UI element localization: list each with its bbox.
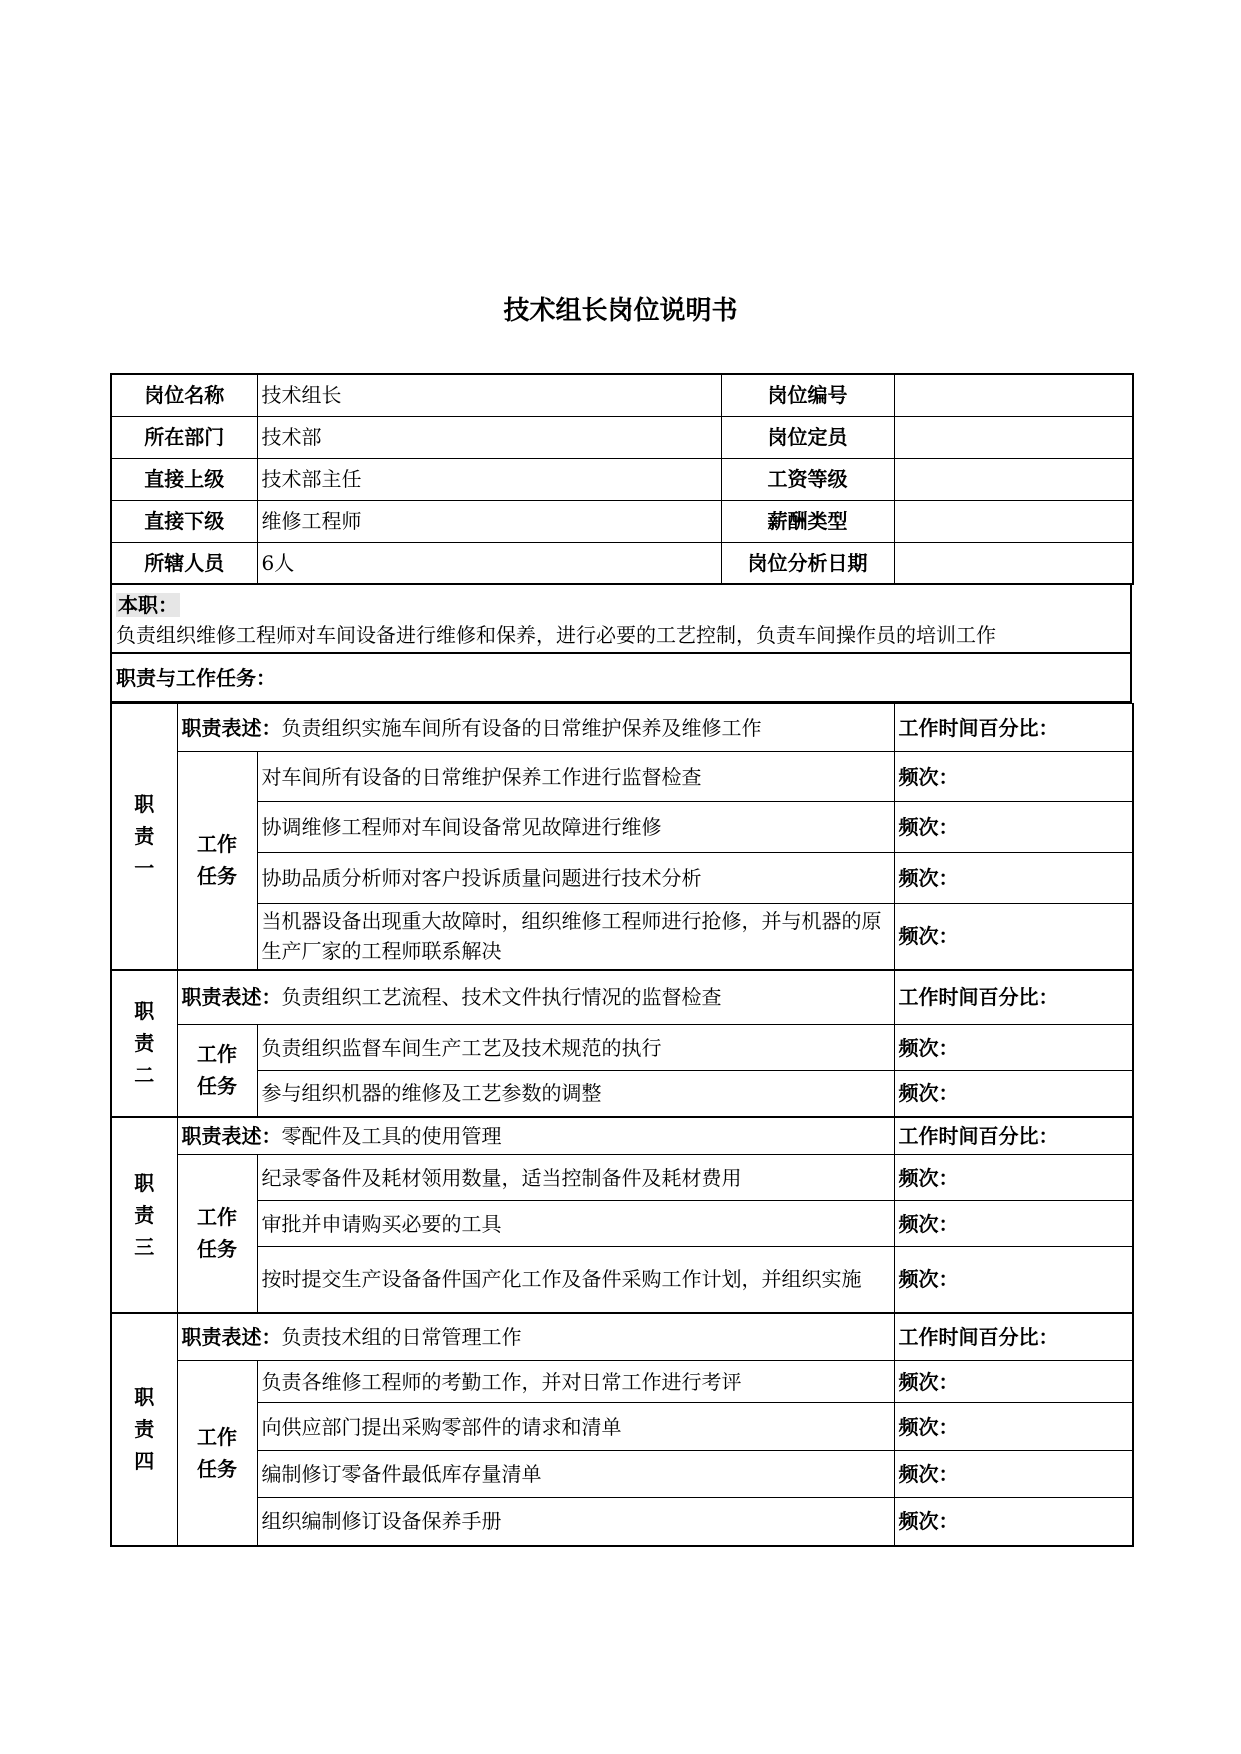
task-text: 协调维修工程师对车间设备常见故障进行维修 xyxy=(257,802,894,853)
duty-desc-row xyxy=(111,1117,1133,1155)
task-label-1: 工作 xyxy=(197,1205,237,1230)
duty-description xyxy=(177,1117,894,1155)
task-row xyxy=(111,1361,1133,1403)
basic-row xyxy=(111,374,1133,416)
basic-label-2: 工资等级 xyxy=(721,458,894,500)
task-row xyxy=(111,752,1133,802)
freq-label: 频次： xyxy=(894,802,1133,853)
duty-desc-row xyxy=(111,704,1133,752)
duty-summary xyxy=(111,585,1131,653)
task-row xyxy=(111,802,1133,853)
freq-label: 频次： xyxy=(894,904,1133,970)
task-text: 对车间所有设备的日常维护保养工作进行监督检查 xyxy=(257,752,894,802)
basic-value: 6人 xyxy=(257,542,721,584)
task-text: 按时提交生产设备备件国产化工作及备件采购工作计划，并组织实施 xyxy=(257,1247,894,1313)
basic-value: 技术部 xyxy=(257,416,721,458)
task-label-2: 任务 xyxy=(197,1456,237,1481)
duty-text: 负责组织维修工程师对车间设备进行维修和保养，进行必要的工艺控制，负责车间操作员的培训工作 xyxy=(116,622,996,647)
task-row xyxy=(111,1155,1133,1201)
basic-value: 技术部主任 xyxy=(257,458,721,500)
section-label: 职责与工作任务： xyxy=(116,665,276,690)
duty-label: 本职： xyxy=(118,592,178,617)
basic-value-2 xyxy=(894,374,1133,416)
task-label-2: 任务 xyxy=(197,1237,237,1262)
duty-name-char: 职 xyxy=(134,999,155,1023)
basic-label-2: 岗位编号 xyxy=(721,374,894,416)
duty-summary-table xyxy=(110,585,1132,703)
task-label-1: 工作 xyxy=(197,832,237,857)
task-row xyxy=(111,1071,1133,1117)
task-text: 编制修订零备件最低库存量清单 xyxy=(257,1451,894,1498)
duty-desc-row xyxy=(111,970,1133,1025)
desc-text: 负责技术组的日常管理工作 xyxy=(281,1324,522,1349)
duty-name-char: 职 xyxy=(134,1385,155,1409)
task-row xyxy=(111,1403,1133,1451)
task-row xyxy=(111,1498,1133,1546)
task-row xyxy=(111,1451,1133,1498)
freq-label: 频次： xyxy=(894,1361,1133,1403)
freq-label: 频次： xyxy=(894,853,1133,904)
task-row xyxy=(111,904,1133,970)
basic-label-2: 岗位定员 xyxy=(721,416,894,458)
basic-label: 所在部门 xyxy=(111,416,257,458)
section-header xyxy=(111,653,1131,702)
freq-label: 频次： xyxy=(894,1247,1133,1313)
basic-row xyxy=(111,458,1133,500)
task-text: 负责组织监督车间生产工艺及技术规范的执行 xyxy=(257,1025,894,1071)
task-text: 当机器设备出现重大故障时，组织维修工程师进行抢修，并与机器的原生产厂家的工程师联系解决 xyxy=(257,904,894,970)
basic-value-2 xyxy=(894,458,1133,500)
duty-name-char: 责 xyxy=(134,1417,155,1441)
task-label-1: 工作 xyxy=(197,1424,237,1449)
duty-name xyxy=(111,970,177,1117)
duty-name-char: 职 xyxy=(134,1170,155,1195)
freq-label: 频次： xyxy=(894,1451,1133,1498)
desc-label: 职责表述： xyxy=(181,1324,282,1349)
task-row xyxy=(111,1247,1133,1313)
desc-label: 职责表述： xyxy=(181,1123,282,1148)
task-head xyxy=(177,1155,257,1313)
duty-name-char: 二 xyxy=(134,1063,155,1087)
basic-label: 直接上级 xyxy=(111,458,257,500)
desc-label: 职责表述： xyxy=(181,985,282,1010)
duty-name-char: 一 xyxy=(134,856,155,881)
basic-label: 直接下级 xyxy=(111,500,257,542)
duty-name-char: 职 xyxy=(134,792,155,817)
task-row xyxy=(111,1025,1133,1071)
basic-label: 所辖人员 xyxy=(111,542,257,584)
freq-label: 频次： xyxy=(894,1498,1133,1546)
freq-label: 频次： xyxy=(894,1071,1133,1117)
task-head xyxy=(177,1025,257,1117)
basic-value: 维修工程师 xyxy=(257,500,721,542)
freq-label: 频次： xyxy=(894,1155,1133,1201)
desc-text: 负责组织工艺流程、技术文件执行情况的监督检查 xyxy=(281,985,722,1010)
job-description-sheet xyxy=(110,373,1132,1547)
freq-label: 频次： xyxy=(894,1201,1133,1247)
duties-table xyxy=(110,703,1134,1547)
task-text: 参与组织机器的维修及工艺参数的调整 xyxy=(257,1071,894,1117)
task-head xyxy=(177,1361,257,1546)
task-text: 协助品质分析师对客户投诉质量问题进行技术分析 xyxy=(257,853,894,904)
task-text: 审批并申请购买必要的工具 xyxy=(257,1201,894,1247)
task-text: 负责各维修工程师的考勤工作，并对日常工作进行考评 xyxy=(257,1361,894,1403)
duty-name-char: 责 xyxy=(134,1202,155,1227)
basic-value: 技术组长 xyxy=(257,374,721,416)
desc-label: 职责表述： xyxy=(181,715,282,740)
basic-row xyxy=(111,416,1133,458)
basic-row xyxy=(111,500,1133,542)
duty-desc-row xyxy=(111,1313,1133,1361)
task-text: 组织编制修订设备保养手册 xyxy=(257,1498,894,1546)
duty-description xyxy=(177,1313,894,1361)
percent-label: 工作时间百分比： xyxy=(894,1313,1133,1361)
percent-label: 工作时间百分比： xyxy=(894,1117,1133,1155)
duty-name-char: 责 xyxy=(134,1031,155,1055)
task-label-2: 任务 xyxy=(197,864,237,889)
desc-text: 零配件及工具的使用管理 xyxy=(281,1123,502,1148)
freq-label: 频次： xyxy=(894,1025,1133,1071)
freq-label: 频次： xyxy=(894,752,1133,802)
duty-name-char: 责 xyxy=(134,824,155,849)
task-label-2: 任务 xyxy=(197,1074,237,1099)
freq-label: 频次： xyxy=(894,1403,1133,1451)
duty-name xyxy=(111,704,177,970)
task-text: 纪录零备件及耗材领用数量，适当控制备件及耗材费用 xyxy=(257,1155,894,1201)
task-row xyxy=(111,1201,1133,1247)
duty-name-char: 三 xyxy=(134,1234,155,1259)
basic-value-2 xyxy=(894,500,1133,542)
basic-info-table xyxy=(110,373,1134,585)
percent-label: 工作时间百分比： xyxy=(894,970,1133,1025)
duty-description xyxy=(177,704,894,752)
duty-name xyxy=(111,1313,177,1546)
basic-row xyxy=(111,542,1133,584)
task-label-1: 工作 xyxy=(197,1042,237,1067)
basic-value-2 xyxy=(894,416,1133,458)
percent-label: 工作时间百分比： xyxy=(894,704,1133,752)
basic-label-2: 岗位分析日期 xyxy=(721,542,894,584)
task-head xyxy=(177,752,257,970)
duty-name xyxy=(111,1117,177,1313)
duty-name-char: 四 xyxy=(134,1449,155,1473)
desc-text: 负责组织实施车间所有设备的日常维护保养及维修工作 xyxy=(281,715,762,740)
basic-value-2 xyxy=(894,542,1133,584)
duty-description xyxy=(177,970,894,1025)
page-title: 技术组长岗位说明书 xyxy=(503,296,738,326)
basic-label-2: 薪酬类型 xyxy=(721,500,894,542)
task-row xyxy=(111,853,1133,904)
basic-label: 岗位名称 xyxy=(111,374,257,416)
task-text: 向供应部门提出采购零部件的请求和清单 xyxy=(257,1403,894,1451)
